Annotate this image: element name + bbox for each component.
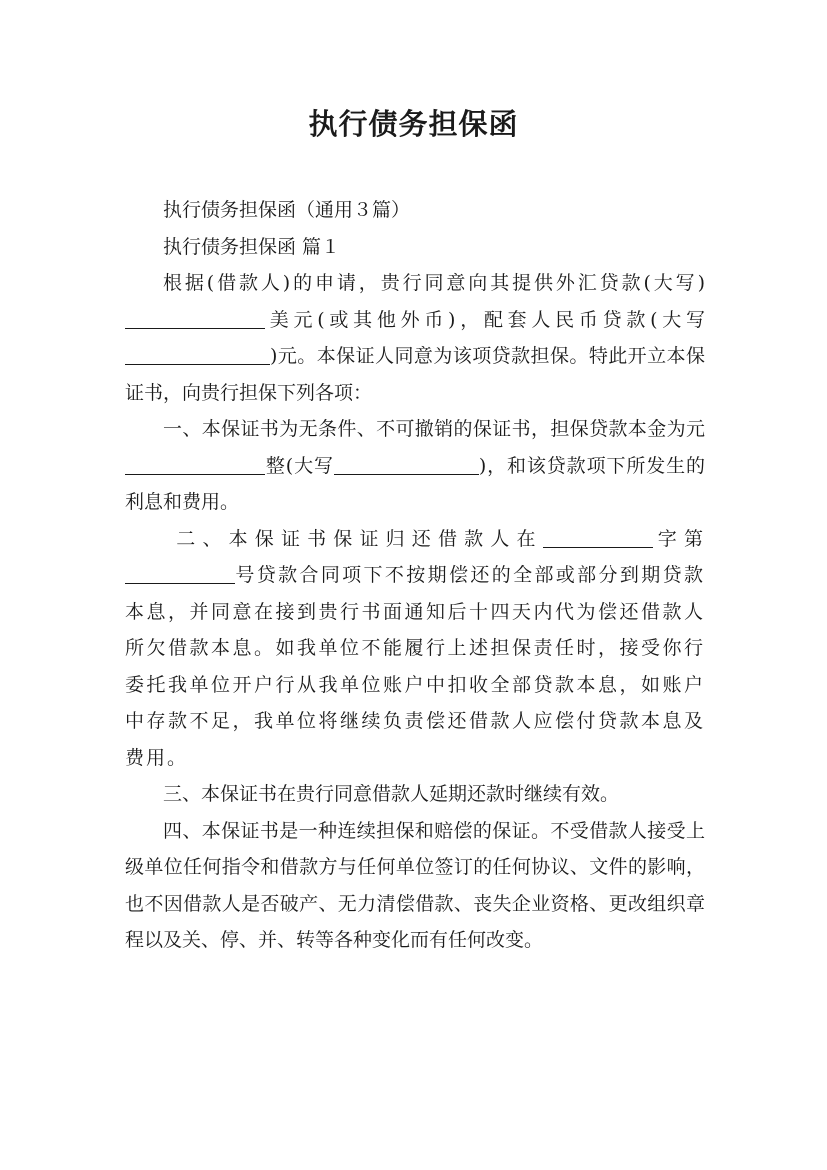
blank-contract-prefix <box>543 527 653 548</box>
paragraph-text: 二、本保证书保证归还借款人在 <box>176 527 543 550</box>
paragraph-text: )元。本保证人同意为该项贷款担保。特此开立本保证书，向贵行担保下列各项： <box>125 345 705 404</box>
paragraph-clause-2 <box>125 521 705 777</box>
blank-principal-amount-written <box>334 454 479 475</box>
blank-principal-amount <box>125 454 265 475</box>
paragraph-text: 根据(借款人)的申请，贵行同意向其提供外汇贷款(大写) <box>163 272 705 294</box>
paragraph-text: 字第 <box>652 527 705 550</box>
paragraph-text: )，和该贷款项下所发生的利息和费用。 <box>125 454 705 513</box>
blank-contract-number <box>125 563 235 584</box>
paragraph-clause-4: 四、本保证书是一种连续担保和赔偿的保证。不受借款人接受上级单位任何指令和借款方与任何单位签订的任何协议、文件的影响，也不因借款人是否破产、无力清偿借款、丧失企业资格、更改组织章程以及关、停、并、转等各种变化而有任何改变。 <box>125 819 705 951</box>
paragraph-text: 美元(或其他外币)，配套人民币贷款(大写 <box>265 308 705 331</box>
paragraph-text: 号贷款合同项下不按期偿还的全部或部分到期贷款本息，并同意在接到贵行书面通知后十四天内代为偿还借款人所欠借款本息。如我单位不能履行上述担保责任时，接受你行委托我单位开户行从我单位账户中扣收全部贷款本息，如账户中存款不足，我单位将继续负责偿还借款人应偿付贷款本息及费用。 <box>125 564 705 769</box>
section-label: 执行债务担保函 篇１ <box>163 235 341 258</box>
paragraph-text: 整(大写 <box>265 454 334 477</box>
document-body <box>125 192 705 959</box>
document-title: 执行债务担保函 <box>308 107 519 141</box>
paragraph-application <box>125 265 705 411</box>
blank-foreign-loan-amount <box>125 308 265 329</box>
blank-rmb-loan-amount <box>125 344 270 365</box>
heading-line: 执行债务担保函（通用３篇） <box>163 199 411 221</box>
paragraph-clause-1 <box>125 411 705 521</box>
paragraph-text: 一、本保证书为无条件、不可撤销的保证书，担保贷款本金为元 <box>163 418 705 440</box>
paragraph-clause-3: 三、本保证书在贵行同意借款人延期还款时继续有效。 <box>163 783 620 805</box>
